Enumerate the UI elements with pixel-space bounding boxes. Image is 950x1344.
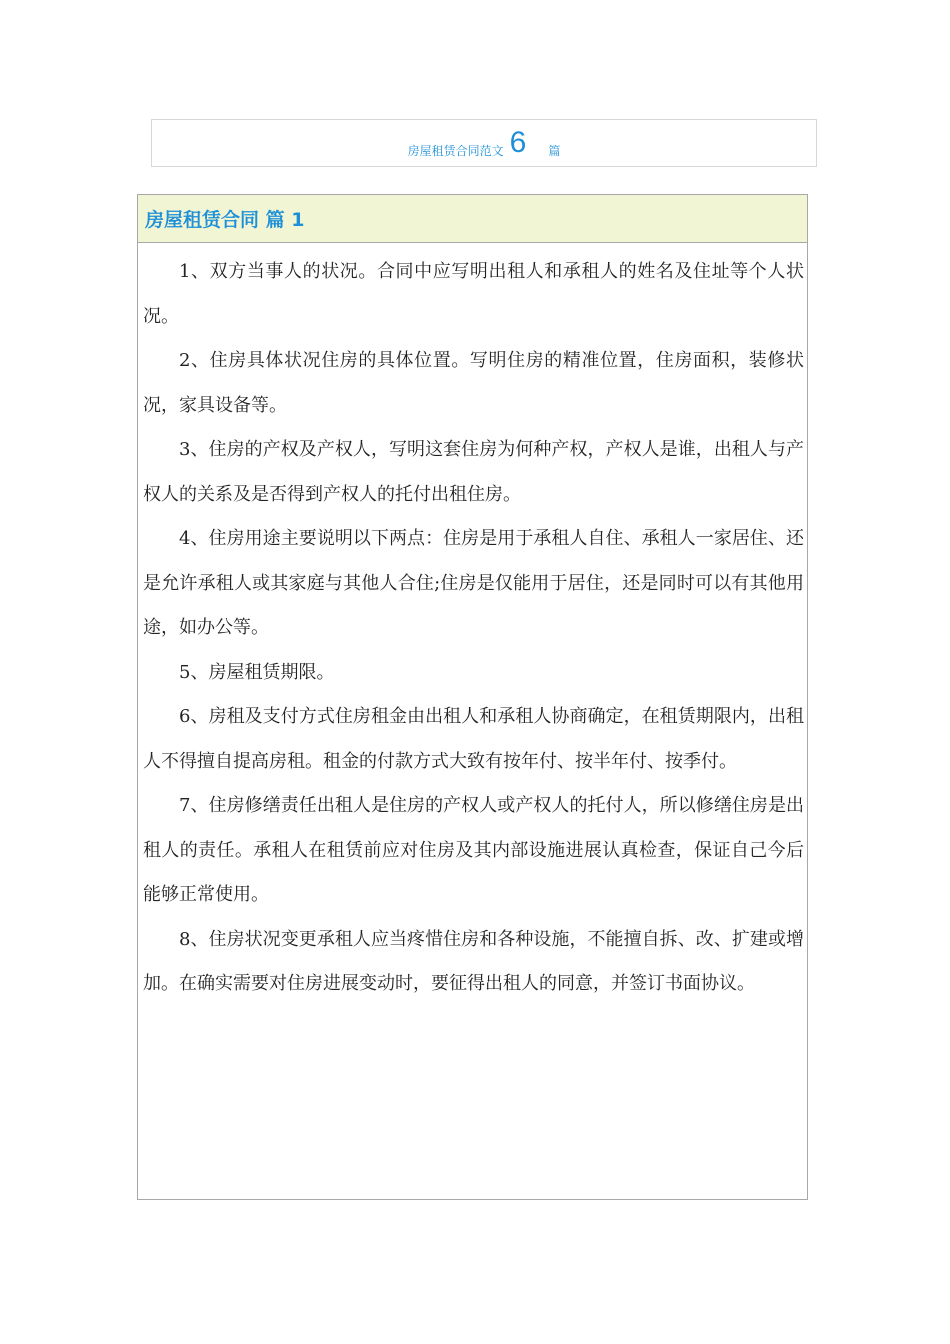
section-body [138, 243, 807, 1007]
header-prefix: 房屋租赁合同范文 [407, 144, 504, 158]
paragraph-2: 2、住房具体状况住房的具体位置。写明住房的精准位置，住房面积，装修状况，家具设备等。 [143, 350, 804, 416]
paragraph-6: 6、房租及支付方式住房租金由出租人和承租人协商确定，在租赁期限内，出租人不得擅自提高房租。租金的付款方式大致有按年付、按半年付、按季付。 [143, 706, 804, 772]
paragraph-4: 4、住房用途主要说明以下两点：住房是用于承租人自住、承租人一家居住、还是允许承租人或其家庭与其他人合住;住房是仅能用于居住，还是同时可以有其他用途，如办公等。 [143, 528, 804, 638]
paragraph-1: 1、双方当事人的状况。合同中应写明出租人和承租人的姓名及住址等个人状况。 [143, 261, 804, 327]
document-header [151, 119, 817, 167]
paragraph-8: 8、住房状况变更承租人应当疼惜住房和各种设施，不能擅自拆、改、扩建或增加。在确实需要对住房进展变动时，要征得出租人的同意，并签订书面协议。 [143, 928, 804, 994]
header-number: 6 [509, 126, 527, 159]
paragraph-7: 7、住房修缮责任出租人是住房的产权人或产权人的托付人，所以修缮住房是出租人的责任。承租人在租赁前应对住房及其内部设施进展认真检查，保证自己今后能够正常使用。 [143, 795, 804, 905]
paragraph-5: 5、房屋租赁期限。 [179, 661, 335, 683]
header-suffix: 篇 [548, 144, 561, 158]
contract-section [137, 194, 808, 1200]
paragraph-3: 3、住房的产权及产权人，写明这套住房为何种产权，产权人是谁，出租人与产权人的关系及是否得到产权人的托付出租住房。 [143, 439, 804, 505]
section-title: 房屋租赁合同 篇 1 [138, 195, 807, 243]
